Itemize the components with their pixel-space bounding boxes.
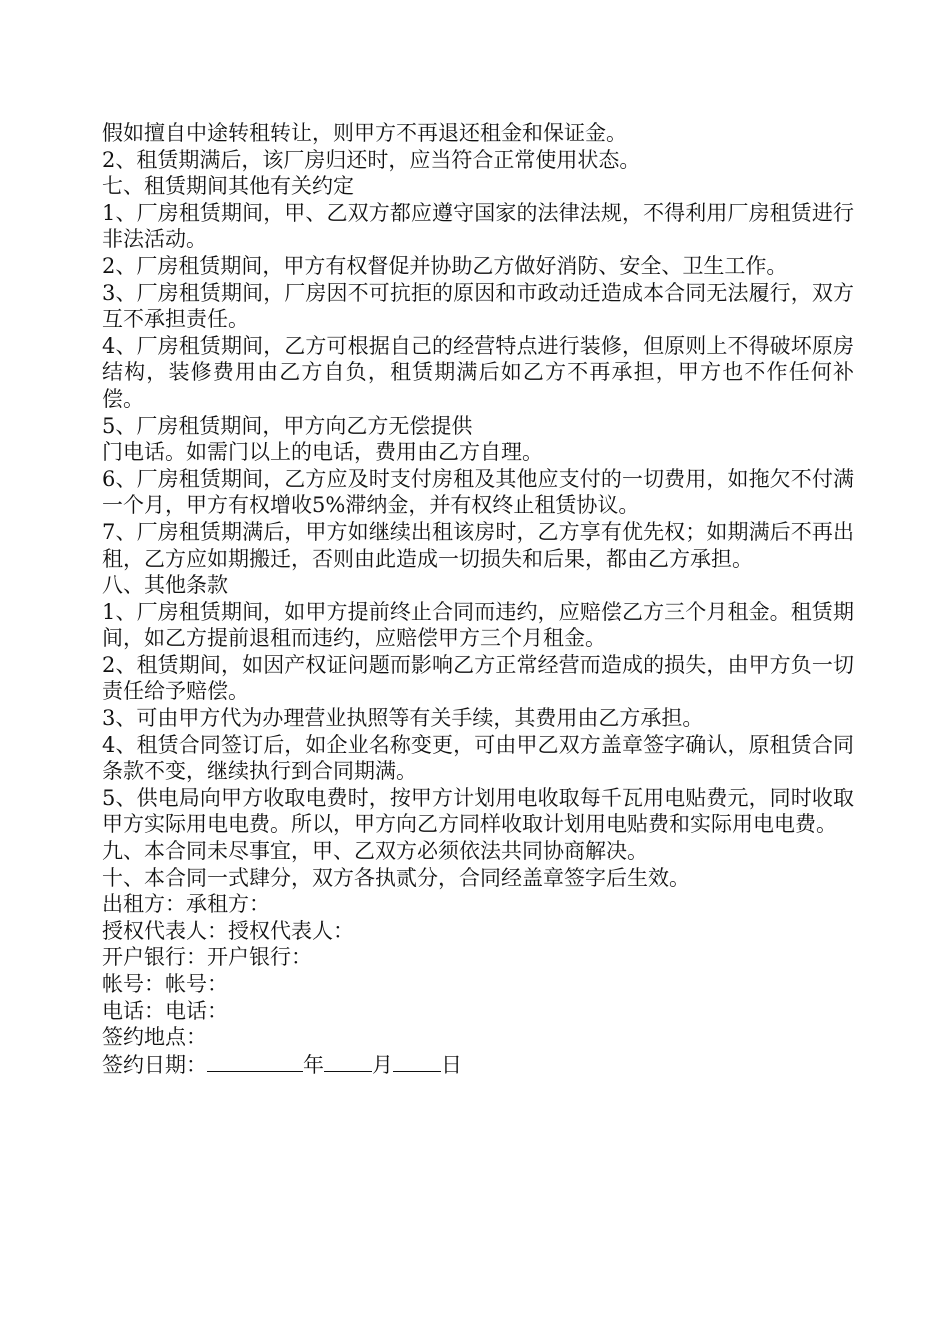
clause-7-1: 1、厂房租赁期间，甲、乙双方都应遵守国家的法律法规，不得利用厂房租赁进行非法活动。 (102, 200, 854, 252)
signature-banks: 开户银行：开户银行： (102, 945, 312, 970)
section-heading-8: 八、其他条款 (102, 573, 228, 598)
document-page (102, 120, 854, 1078)
clause-7-3: 3、厂房租赁期间，厂房因不可抗拒的原因和市政动迁造成本合同无法履行，双方互不承担责任。 (102, 280, 854, 332)
clause-7-4: 4、厂房租赁期间，乙方可根据自己的经营特点进行装修，但原则上不得破坏原房结构，装修费用由乙方自负，租赁期满后如乙方不再承担，甲方也不作任何补偿。 (102, 333, 854, 411)
clause-7-2: 2、厂房租赁期间，甲方有权督促并协助乙方做好消防、安全、卫生工作。 (102, 253, 788, 278)
clause-7-7: 7、厂房租赁期满后，甲方如继续出租该房时，乙方享有优先权；如期满后不再出租，乙方应如期搬迁，否则由此造成一切损失和后果，都由乙方承担。 (102, 519, 854, 571)
clause-7-5: 5、厂房租赁期间，甲方向乙方无偿提供 (102, 413, 473, 438)
signing-date-year-blank (207, 1051, 303, 1072)
clause-8-1: 1、厂房租赁期间，如甲方提前终止合同而违约，应赔偿乙方三个月租金。租赁期间，如乙方提前退租而违约，应赔偿甲方三个月租金。 (102, 599, 854, 651)
signing-date-month-label: 月 (372, 1052, 393, 1077)
signature-representatives: 授权代表人：授权代表人： (102, 918, 354, 943)
clause-7-5-continued: 门电话。如需门以上的电话，费用由乙方自理。 (102, 440, 543, 465)
signing-date-month-blank (324, 1051, 372, 1072)
section-10: 十、本合同一式肆分，双方各执贰分，合同经盖章签字后生效。 (102, 865, 690, 890)
section-9: 九、本合同未尽事宜，甲、乙双方必须依法共同协商解决。 (102, 839, 648, 864)
signature-parties: 出租方：承租方： (102, 892, 270, 917)
signing-location: 签约地点： (102, 1025, 207, 1050)
signing-date-day-blank (393, 1051, 441, 1072)
signing-date-label: 签约日期： (102, 1052, 207, 1077)
section-heading-7: 七、租赁期间其他有关约定 (102, 174, 354, 199)
clause-8-2: 2、租赁期间，如因产权证问题而影响乙方正常经营而造成的损失，由甲方负一切责任给予赔偿。 (102, 652, 854, 704)
clause-8-4: 4、租赁合同签订后，如企业名称变更，可由甲乙双方盖章签字确认，原租赁合同条款不变，继续执行到合同期满。 (102, 732, 854, 784)
paragraph-return-condition: 2、租赁期满后，该厂房归还时，应当符合正常使用状态。 (102, 147, 641, 172)
signing-date-year-label: 年 (303, 1052, 324, 1077)
clause-7-6: 6、厂房租赁期间，乙方应及时支付房租及其他应支付的一切费用，如拖欠不付满一个月，甲方有权增收5%滞纳金，并有权终止租赁协议。 (102, 466, 854, 518)
signing-date-day-label: 日 (441, 1052, 462, 1077)
signature-phones: 电话：电话： (102, 998, 228, 1023)
signature-accounts: 帐号：帐号： (102, 972, 228, 996)
signing-date (102, 1051, 854, 1079)
clause-8-3: 3、可由甲方代为办理营业执照等有关手续，其费用由乙方承担。 (102, 706, 704, 731)
clause-8-5: 5、供电局向甲方收取电费时，按甲方计划用电收取每千瓦用电贴费元，同时收取甲方实际用电电费。所以，甲方向乙方同样收取计划用电贴费和实际用电电费。 (102, 785, 854, 837)
paragraph-transfer-penalty: 假如擅自中途转租转让，则甲方不再退还租金和保证金。 (102, 121, 627, 145)
